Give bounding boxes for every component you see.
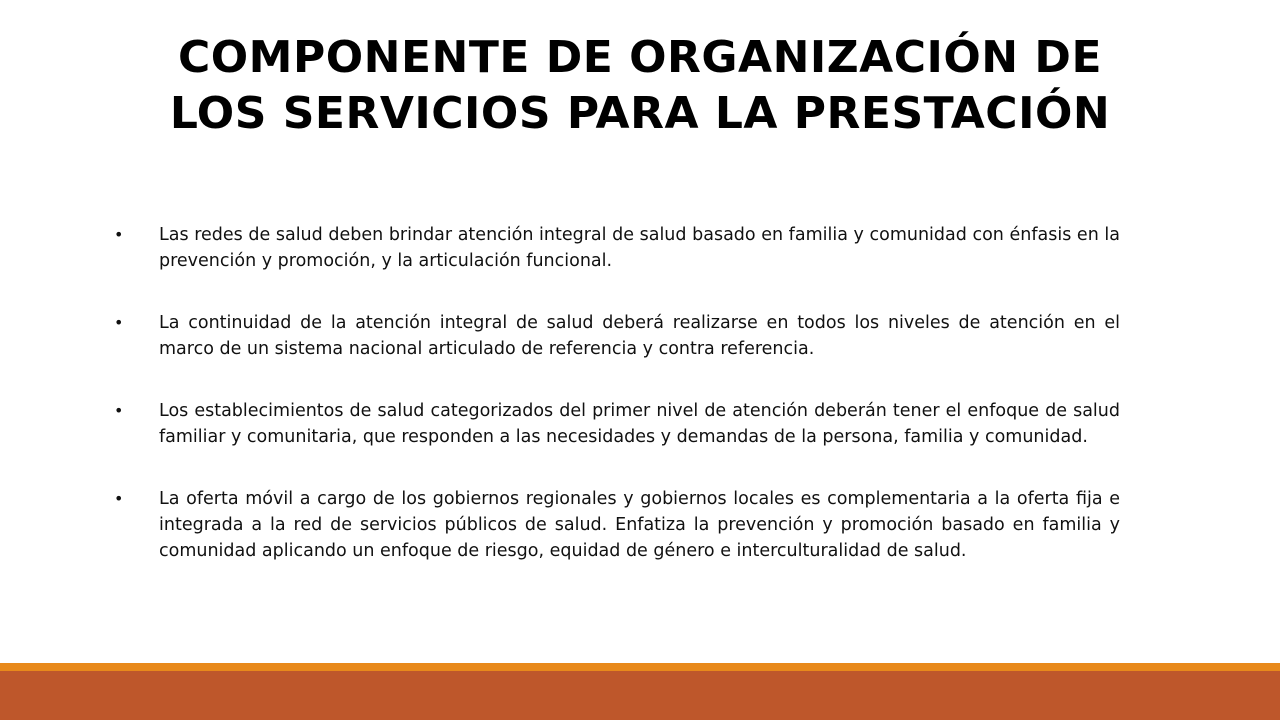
slide-title-line-2: LOS SERVICIOS PARA LA PRESTACIÓN: [169, 88, 1111, 139]
bullet-item-2: [112, 310, 1120, 362]
bullet-dot-icon: •: [114, 313, 124, 332]
bullet-text-1: Las redes de salud deben brindar atención integral de salud basado en familia y comunidad con énfasis en la prevención y promoción, y la articulación funcional.: [159, 225, 1120, 271]
footer-accent-bar-thin: [0, 663, 1280, 671]
bullet-text-3: Los establecimientos de salud categorizados del primer nivel de atención deberán tener el enfoque de salud familiar y comunitaria, que responden a las necesidades y demandas de la persona, familia y comunidad.: [159, 401, 1120, 447]
bullet-text-2: La continuidad de la atención integral de salud deberá realizarse en todos los niveles de atención en el marco de un sistema nacional articulado de referencia y contra referencia.: [159, 313, 1120, 359]
bullet-item-4: [112, 486, 1120, 564]
footer-accent-bar: [0, 671, 1280, 720]
bullet-item-3: [112, 398, 1120, 450]
slide-title: [90, 30, 1190, 142]
bullet-dot-icon: •: [114, 225, 124, 244]
slide-title-line-1: COMPONENTE DE ORGANIZACIÓN DE: [177, 32, 1103, 83]
bullet-list: [112, 222, 1120, 600]
bullet-text-4: La oferta móvil a cargo de los gobiernos regionales y gobiernos locales es complementaria a la oferta fija e integrada a la red de servicios públicos de salud. Enfatiza la prevención y promoción basado en familia y comunidad aplicando un enfoque de riesgo, equidad de género e interculturalidad de salud.: [159, 489, 1120, 561]
bullet-item-1: [112, 222, 1120, 274]
bullet-dot-icon: •: [114, 489, 124, 508]
bullet-dot-icon: •: [114, 401, 124, 420]
